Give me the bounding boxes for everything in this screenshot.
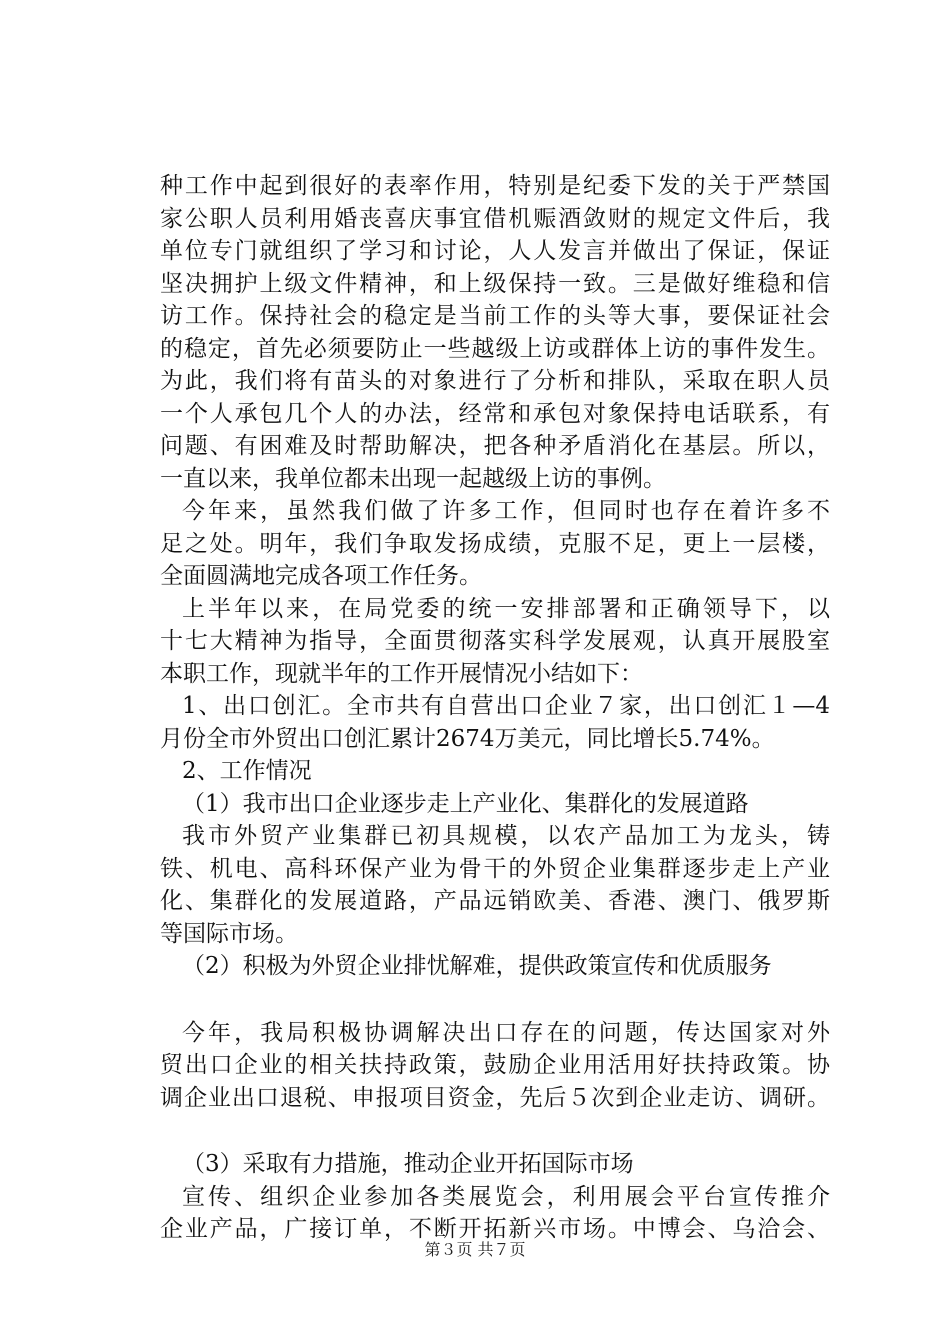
text-line: 十七大精神为指导，全面贯彻落实科学发展观，认真开展股室 bbox=[160, 628, 830, 654]
text-line: 访工作。保持社会的稳定是当前工作的头等大事，要保证社会 bbox=[160, 303, 830, 329]
subheading-2: （2）积极为外贸企业排忧解难，提供政策宣传和优质服务 bbox=[182, 953, 772, 979]
paragraph-start: 上半年以来，在局党委的统一安排部署和正确领导下，以 bbox=[182, 595, 830, 622]
blank-line bbox=[160, 1114, 830, 1148]
text-line: 一直以来，我单位都未出现一起越级上访的事例。 bbox=[160, 465, 666, 492]
subheading-3: （3）采取有力措施，推动企业开拓国际市场 bbox=[182, 1151, 634, 1177]
text-line: 贸出口企业的相关扶持政策，鼓励企业用活用好扶持政策。协 bbox=[160, 1052, 830, 1078]
document-body bbox=[160, 170, 830, 1246]
text-line: 化、集群化的发展道路，产品远销欧美、香港、澳门、俄罗斯 bbox=[160, 888, 830, 914]
text-line: 的稳定，首先必须要防止一些越级上访或群体上访的事件发生。 bbox=[160, 335, 830, 362]
paragraph-start: 宣传、组织企业参加各类展览会，利用展会平台宣传推介 bbox=[182, 1183, 830, 1210]
section-heading-export: 1、出口创汇。全市共有自营出口企业７家，出口创汇１—4 bbox=[182, 693, 830, 719]
text-line: 等国际市场。 bbox=[160, 920, 298, 947]
text-line: 本职工作，现就半年的工作开展情况小结如下： bbox=[160, 660, 643, 687]
paragraph-start: 今年，我局积极协调解决出口存在的问题，传达国家对外 bbox=[182, 1019, 830, 1046]
subheading-1: （1）我市出口企业逐步走上产业化、集群化的发展道路 bbox=[182, 790, 749, 817]
page-number-footer: 第３页 共７页 bbox=[424, 1240, 526, 1259]
paragraph-start: 我市外贸产业集群已初具规模，以农产品加工为龙头，铸 bbox=[182, 823, 830, 849]
text-line: 全面圆满地完成各项工作任务。 bbox=[160, 563, 482, 589]
text-line: 铁、机电、高科环保产业为骨干的外贸企业集群逐步走上产业 bbox=[160, 855, 830, 882]
text-line: 足之处。明年，我们争取发扬成绩，克服不足，更上一层楼， bbox=[160, 530, 830, 557]
text-line: 月份全市外贸出口创汇累计2674万美元，同比增长5.74%。 bbox=[160, 725, 775, 752]
text-line: 问题、有困难及时帮助解决，把各种矛盾消化在基层。所以， bbox=[160, 433, 830, 459]
text-line: 单位专门就组织了学习和讨论，人人发言并做出了保证，保证 bbox=[160, 238, 830, 264]
text-line: 坚决拥护上级文件精神，和上级保持一致。三是做好维稳和信 bbox=[160, 270, 830, 297]
paragraph-start: 今年来，虽然我们做了许多工作，但同时也存在着许多不 bbox=[182, 498, 830, 524]
text-line: 调企业出口退税、申报项目资金，先后５次到企业走访、调研。 bbox=[160, 1084, 830, 1111]
blank-line bbox=[160, 983, 830, 1017]
text-line: 家公职人员利用婚丧喜庆事宜借机赈酒敛财的规定文件后，我 bbox=[160, 205, 830, 232]
text-line: 为此，我们将有苗头的对象进行了分析和排队，采取在职人员 bbox=[160, 368, 830, 394]
text-line: 企业产品，广接订单，不断开拓新兴市场。中博会、乌洽会、 bbox=[160, 1216, 830, 1242]
section-heading-work: 2、工作情况 bbox=[182, 758, 312, 784]
text-line: 种工作中起到很好的表率作用，特别是纪委下发的关于严禁国 bbox=[160, 173, 830, 199]
text-line: 一个人承包几个人的办法，经常和承包对象保持电话联系，有 bbox=[160, 400, 830, 427]
